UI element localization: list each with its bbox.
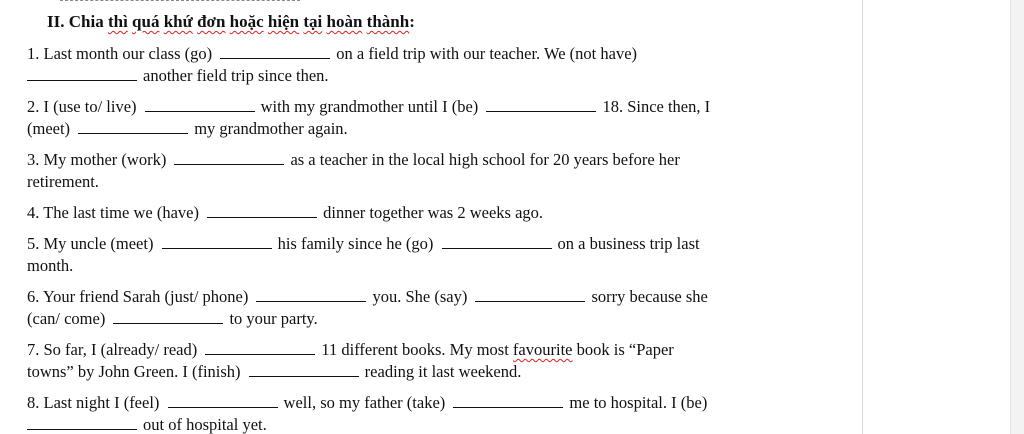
question-text: 7. So far, I (already/ read) [27,340,198,359]
question-5 [27,233,797,277]
answer-blank[interactable] [162,236,272,249]
question-text: 11 different books. My most [321,340,509,359]
answer-blank[interactable] [168,395,278,408]
answer-blank[interactable] [113,311,223,324]
question-text: 5. My uncle (meet) [27,234,154,253]
question-text: with my grandmother until I (be) [260,97,479,116]
question-8 [27,392,797,434]
question-6 [27,286,797,330]
question-text: 8. Last night I (feel) [27,393,160,412]
title-word: quá [132,12,160,31]
question-text: me to hospital. I (be) [569,393,708,412]
question-text: 2. I (use to/ live) [27,97,137,116]
question-text: towns” by John Green. I (finish) [27,362,241,381]
question-text: sorry because she [591,287,708,306]
title-word: khứ [163,12,193,31]
answer-blank[interactable] [249,364,359,377]
question-text: as a teacher in the local high school for 20 years before her [290,150,680,169]
question-text: my grandmother again. [194,119,348,138]
title-word: tại [303,12,323,31]
answer-blank[interactable] [145,99,255,112]
title-word: hoặc [229,12,264,31]
question-text: dinner together was 2 weeks ago. [323,203,544,222]
question-text: month. [27,256,74,275]
question-7 [27,339,797,383]
section-title [47,11,415,33]
question-text: his family since he (go) [277,234,434,253]
question-text: book is “Paper [576,340,674,359]
question-2 [27,96,797,140]
question-text: another field trip since then. [143,66,329,85]
title-word: đơn [197,12,226,31]
question-text: (meet) [27,119,71,138]
title-word: Chia [68,12,104,31]
question-text: favourite [512,340,573,359]
question-text: on a business trip last [557,234,700,253]
answer-blank[interactable] [475,289,585,302]
answer-blank[interactable] [453,395,563,408]
question-3 [27,149,797,193]
question-text: 4. The last time we (have) [27,203,199,222]
question-text: retirement. [27,172,99,191]
answer-blank[interactable] [207,205,317,218]
question-text: 18. Since then, I [602,97,711,116]
answer-blank[interactable] [486,99,596,112]
question-text: 1. Last month our class (go) [27,44,213,63]
question-4 [27,202,797,224]
clipped-previous-line [60,0,300,4]
question-text: 3. My mother (work) [27,150,167,169]
title-word: hoàn [326,12,363,31]
question-text: to your party. [229,309,318,328]
question-text: you. She (say) [372,287,468,306]
answer-blank[interactable] [256,289,366,302]
question-text: on a field trip with our teacher. We (not have) [336,44,638,63]
title-word: thì [107,12,128,31]
title-suffix: : [409,12,415,31]
answer-blank[interactable] [78,121,188,134]
question-text: 6. Your friend Sarah (just/ phone) [27,287,249,306]
title-prefix: II. [47,12,69,31]
question-text: (can/ come) [27,309,106,328]
question-text: well, so my father (take) [283,393,446,412]
answer-blank[interactable] [205,342,315,355]
question-text: out of hospital yet. [143,415,267,434]
answer-blank[interactable] [442,236,552,249]
question-text: reading it last weekend. [364,362,522,381]
answer-blank[interactable] [174,152,284,165]
answer-blank[interactable] [27,68,137,81]
vertical-scrollbar[interactable] [1010,0,1024,434]
page-right-margin [862,0,1024,434]
question-1 [27,43,797,87]
answer-blank[interactable] [220,46,330,59]
title-word: thành [366,12,410,31]
answer-blank[interactable] [27,417,137,430]
title-word: hiện [267,12,300,31]
